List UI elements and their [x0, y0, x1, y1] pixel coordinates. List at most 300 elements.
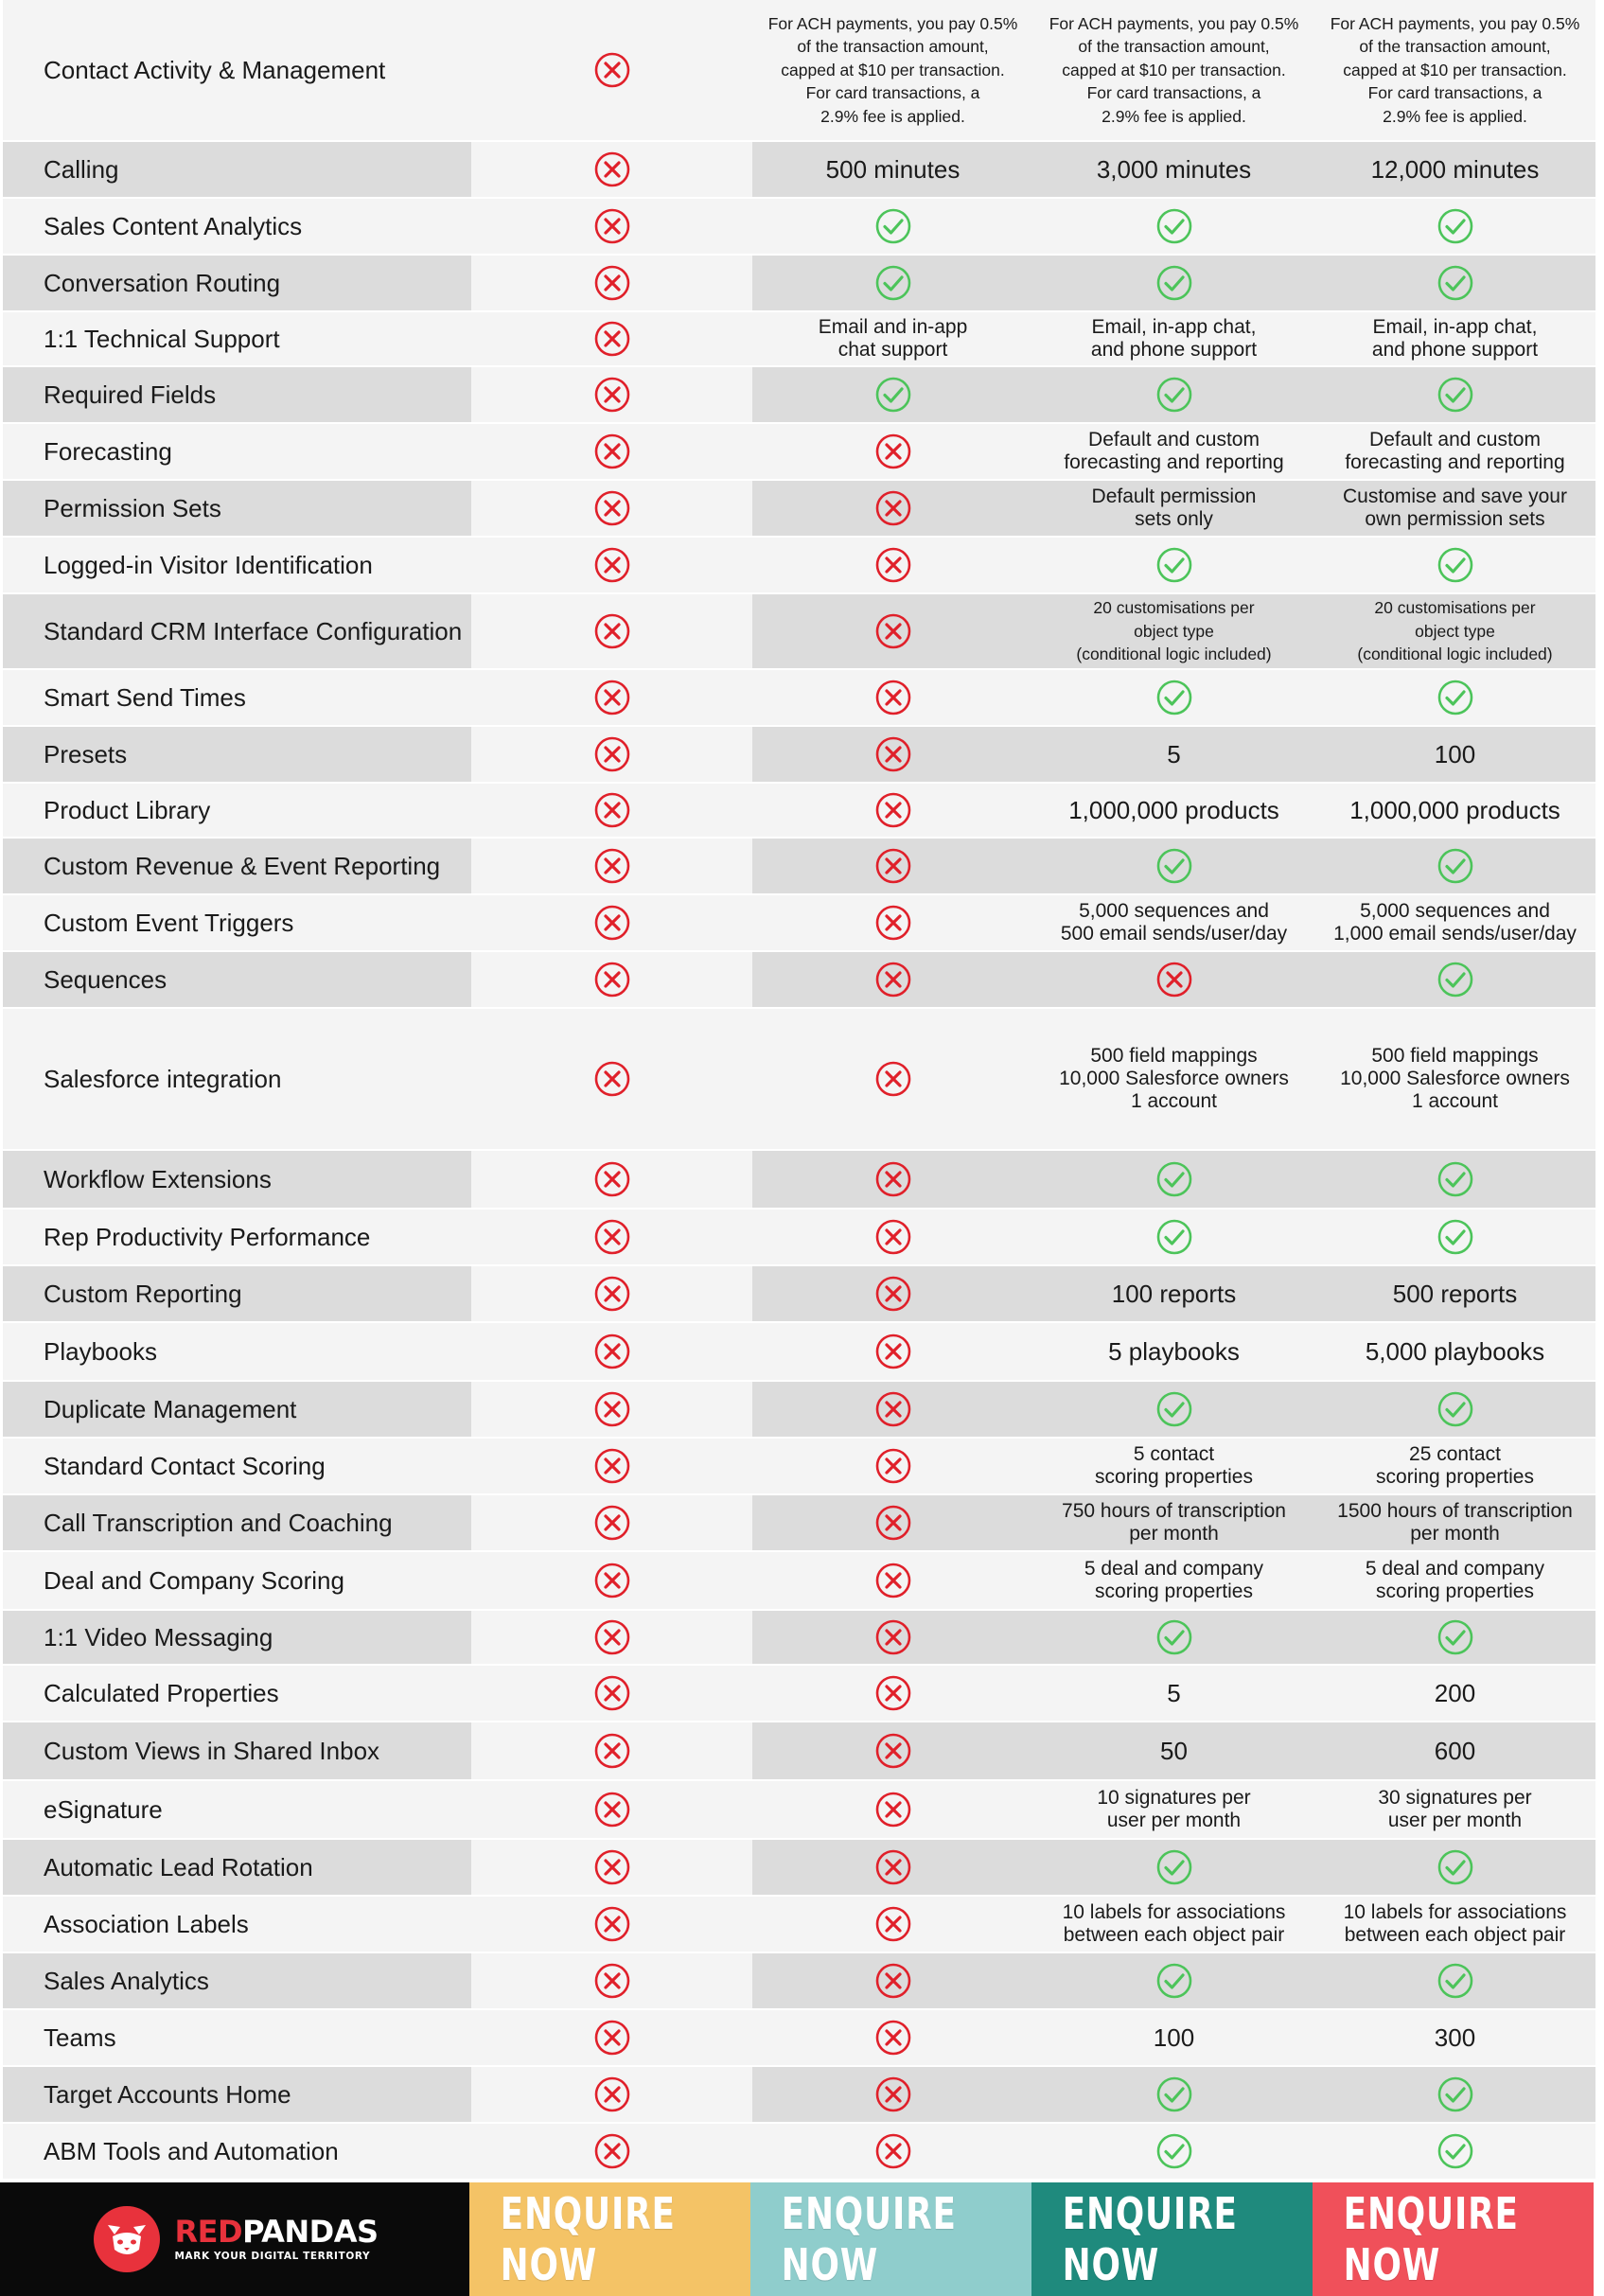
cell-free [471, 1552, 752, 1609]
feature-name: Duplicate Management [3, 1382, 471, 1437]
cell-free [471, 1009, 752, 1149]
cell-enterprise [1314, 481, 1595, 536]
cross-icon [593, 264, 631, 302]
cell-enterprise [1314, 1266, 1595, 1321]
cell-value: Default and custom forecasting and reporting [1345, 428, 1565, 473]
cross-icon [593, 2132, 631, 2170]
cell-professional [1033, 1666, 1314, 1721]
cell-free [471, 199, 752, 254]
cell-starter [752, 1552, 1033, 1609]
cell-value: 500 reports [1392, 1280, 1518, 1308]
cell-starter [752, 424, 1033, 479]
cell-starter [752, 1151, 1033, 1208]
cell-free [471, 1210, 752, 1264]
cross-icon [874, 1447, 912, 1485]
feature-row [0, 256, 1604, 310]
cell-professional [1033, 952, 1314, 1007]
cell-free [471, 1495, 752, 1550]
cell-starter [752, 1722, 1033, 1779]
cross-icon [593, 150, 631, 188]
cell-free [471, 1151, 752, 1208]
cell-free [471, 1953, 752, 2008]
cross-icon [874, 1218, 912, 1256]
cell-starter [752, 312, 1033, 365]
cell-professional [1033, 1009, 1314, 1149]
cell-starter [752, 1009, 1033, 1149]
cell-value: 5,000 sequences and 1,000 email sends/user/day [1333, 899, 1577, 945]
cell-enterprise [1314, 367, 1595, 422]
cell-enterprise [1314, 594, 1595, 668]
feature-name: Sequences [3, 952, 471, 1007]
check-icon [1155, 1160, 1193, 1198]
cell-professional [1033, 367, 1314, 422]
cell-professional [1033, 1611, 1314, 1664]
feature-name: Rep Productivity Performance [3, 1210, 471, 1264]
feature-row [0, 839, 1604, 893]
check-icon [1437, 546, 1474, 584]
cross-icon [874, 2132, 912, 2170]
cell-professional [1033, 1151, 1314, 1208]
feature-row [0, 199, 1604, 254]
cell-enterprise [1314, 312, 1595, 365]
check-icon [1155, 2132, 1193, 2170]
brand-tagline: MARK YOUR DIGITAL TERRITORY [174, 2251, 371, 2262]
feature-row [0, 481, 1604, 536]
cell-free [471, 2067, 752, 2122]
cross-icon [874, 2075, 912, 2113]
red-panda-logo-icon [92, 2204, 162, 2274]
feature-name: Required Fields [3, 367, 471, 422]
feature-row [0, 538, 1604, 592]
cross-icon [593, 904, 631, 942]
cross-icon [874, 904, 912, 942]
feature-row [0, 1666, 1604, 1721]
cell-free [471, 481, 752, 536]
cross-icon [593, 2019, 631, 2057]
cell-starter [752, 199, 1033, 254]
cell-enterprise [1314, 1151, 1595, 1208]
cell-value: For ACH payments, you pay 0.5% of the transaction amount, capped at $10 per transaction. For card transactions, a 2.9% fee is applied. [1049, 13, 1299, 126]
cell-professional [1033, 2124, 1314, 2179]
cell-value: Default and custom forecasting and reporting [1064, 428, 1284, 473]
footer-bar [0, 2182, 1604, 2296]
cell-starter [752, 594, 1033, 668]
cell-professional [1033, 481, 1314, 536]
check-icon [1437, 847, 1474, 885]
enquire-button-4[interactable]: ENQUIRE NOW [1313, 2182, 1594, 2296]
cell-professional [1033, 727, 1314, 782]
cell-professional [1033, 1495, 1314, 1550]
cell-enterprise [1314, 1552, 1595, 1609]
cell-value: 5 deal and company scoring properties [1365, 1557, 1545, 1602]
feature-row [0, 1382, 1604, 1437]
cross-icon [874, 679, 912, 716]
cell-free [471, 1439, 752, 1493]
feature-name: Call Transcription and Coaching [3, 1495, 471, 1550]
cell-value: For ACH payments, you pay 0.5% of the transaction amount, capped at $10 per transaction. For card transactions, a 2.9% fee is applied. [767, 13, 1018, 126]
cell-value: 100 reports [1111, 1280, 1237, 1308]
cell-value: 10 labels for associations between each object pair [1062, 1900, 1286, 1946]
cell-enterprise [1314, 1439, 1595, 1493]
check-icon [1155, 376, 1193, 414]
cell-free [471, 594, 752, 668]
cell-enterprise [1314, 839, 1595, 893]
cross-icon [593, 489, 631, 527]
cell-enterprise [1314, 895, 1595, 950]
cell-value: 25 contact scoring properties [1376, 1442, 1534, 1488]
enquire-button-1[interactable]: ENQUIRE NOW [469, 2182, 750, 2296]
cell-free [471, 312, 752, 365]
check-icon [1437, 1390, 1474, 1428]
feature-row [0, 1781, 1604, 1838]
cell-value: 300 [1434, 2023, 1476, 2052]
cross-icon [593, 1504, 631, 1542]
cell-free [471, 670, 752, 725]
cell-value: 1500 hours of transcription per month [1337, 1499, 1573, 1545]
feature-name: Logged-in Visitor Identification [3, 538, 471, 592]
cell-starter [752, 1382, 1033, 1437]
feature-row [0, 1953, 1604, 2008]
cross-icon [593, 1160, 631, 1198]
check-icon [1155, 546, 1193, 584]
cell-enterprise [1314, 2124, 1595, 2179]
cell-professional [1033, 0, 1314, 140]
feature-name: Custom Reporting [3, 1266, 471, 1321]
feature-name: Contact Activity & Management [3, 0, 471, 140]
feature-name: 1:1 Video Messaging [3, 1611, 471, 1664]
cell-professional [1033, 199, 1314, 254]
cell-enterprise [1314, 1495, 1595, 1550]
brand-name: REDPANDAS [174, 2214, 379, 2250]
cell-starter [752, 1439, 1033, 1493]
cell-enterprise [1314, 1781, 1595, 1838]
feature-name: Sales Analytics [3, 1953, 471, 2008]
feature-name: Salesforce integration [3, 1009, 471, 1149]
cell-value: 5 [1167, 1679, 1181, 1707]
check-icon [1437, 1962, 1474, 2000]
cross-icon [874, 433, 912, 470]
cell-starter [752, 2010, 1033, 2065]
feature-row [0, 1897, 1604, 1952]
cell-professional [1033, 895, 1314, 950]
cell-free [471, 727, 752, 782]
cell-starter [752, 895, 1033, 950]
cell-free [471, 367, 752, 422]
cross-icon [593, 791, 631, 829]
cell-enterprise [1314, 952, 1595, 1007]
cross-icon [593, 1447, 631, 1485]
feature-row [0, 1439, 1604, 1493]
check-icon [874, 376, 912, 414]
cross-icon [874, 1791, 912, 1828]
feature-name: Custom Views in Shared Inbox [3, 1722, 471, 1779]
check-icon [1437, 1618, 1474, 1656]
cell-professional [1033, 142, 1314, 197]
cell-enterprise [1314, 1382, 1595, 1437]
feature-row [0, 142, 1604, 197]
cell-professional [1033, 538, 1314, 592]
cell-enterprise [1314, 1666, 1595, 1721]
cell-value: For ACH payments, you pay 0.5% of the transaction amount, capped at $10 per transaction. For card transactions, a 2.9% fee is applied. [1330, 13, 1580, 126]
feature-name: Deal and Company Scoring [3, 1552, 471, 1609]
cross-icon [593, 207, 631, 245]
cell-starter [752, 952, 1033, 1007]
cell-value: 750 hours of transcription per month [1062, 1499, 1286, 1545]
cross-icon [1155, 961, 1193, 998]
cross-icon [593, 433, 631, 470]
cross-icon [593, 1390, 631, 1428]
cell-professional [1033, 1781, 1314, 1838]
check-icon [1437, 1160, 1474, 1198]
feature-name: Standard Contact Scoring [3, 1439, 471, 1493]
cell-value: 5 deal and company scoring properties [1084, 1557, 1264, 1602]
cell-enterprise [1314, 538, 1595, 592]
cross-icon [874, 2019, 912, 2057]
cell-professional [1033, 1840, 1314, 1895]
cross-icon [593, 1333, 631, 1370]
cell-professional [1033, 594, 1314, 668]
cell-starter [752, 1210, 1033, 1264]
feature-name: Presets [3, 727, 471, 782]
cell-value: 20 customisations per object type (conditional logic included) [1357, 598, 1553, 664]
cell-free [471, 839, 752, 893]
cross-icon [874, 1275, 912, 1313]
cell-enterprise [1314, 2067, 1595, 2122]
check-icon [1155, 1962, 1193, 2000]
cell-professional [1033, 1323, 1314, 1380]
feature-row [0, 2124, 1604, 2179]
cell-free [471, 0, 752, 140]
feature-row [0, 1266, 1604, 1321]
cell-value: 500 field mappings 10,000 Salesforce owners 1 account [1059, 1044, 1289, 1113]
cell-enterprise [1314, 142, 1595, 197]
cell-starter [752, 256, 1033, 310]
cell-free [471, 952, 752, 1007]
cell-free [471, 1840, 752, 1895]
cross-icon [874, 1848, 912, 1886]
feature-name: Conversation Routing [3, 256, 471, 310]
cell-enterprise [1314, 1611, 1595, 1664]
cell-value: 5 contact scoring properties [1095, 1442, 1253, 1488]
cell-value: 500 field mappings 10,000 Salesforce owners 1 account [1340, 1044, 1570, 1113]
cross-icon [593, 2075, 631, 2113]
check-icon [874, 207, 912, 245]
cell-starter [752, 2067, 1033, 2122]
cell-professional [1033, 1722, 1314, 1779]
cell-enterprise [1314, 784, 1595, 837]
feature-row [0, 952, 1604, 1007]
feature-name: eSignature [3, 1781, 471, 1838]
cell-starter [752, 1266, 1033, 1321]
feature-name: Forecasting [3, 424, 471, 479]
cell-enterprise [1314, 1009, 1595, 1149]
feature-row [0, 670, 1604, 725]
check-icon [1437, 2132, 1474, 2170]
feature-name: Playbooks [3, 1323, 471, 1380]
cell-starter [752, 367, 1033, 422]
cell-value: 20 customisations per object type (conditional logic included) [1076, 598, 1272, 664]
cell-starter [752, 142, 1033, 197]
cross-icon [593, 847, 631, 885]
check-icon [1437, 376, 1474, 414]
cross-icon [874, 1390, 912, 1428]
enquire-button-2[interactable]: ENQUIRE NOW [750, 2182, 1031, 2296]
feature-row [0, 784, 1604, 837]
feature-row [0, 2067, 1604, 2122]
cell-enterprise [1314, 199, 1595, 254]
cell-value: Email, in-app chat, and phone support [1371, 315, 1539, 361]
cell-starter [752, 0, 1033, 140]
cell-enterprise [1314, 1722, 1595, 1779]
feature-row [0, 312, 1604, 365]
cell-value: 50 [1160, 1737, 1188, 1765]
cell-value: 600 [1434, 1737, 1476, 1765]
cell-free [471, 142, 752, 197]
feature-name: Custom Revenue & Event Reporting [3, 839, 471, 893]
logo-area[interactable] [0, 2182, 469, 2296]
cross-icon [593, 1275, 631, 1313]
cell-professional [1033, 1953, 1314, 2008]
check-icon [1155, 1848, 1193, 1886]
feature-row [0, 1552, 1604, 1609]
cross-icon [593, 1618, 631, 1656]
cross-icon [593, 320, 631, 358]
cell-professional [1033, 1266, 1314, 1321]
cell-starter [752, 538, 1033, 592]
cell-free [471, 1897, 752, 1952]
cell-value: 5,000 playbooks [1365, 1337, 1545, 1366]
cell-starter [752, 1495, 1033, 1550]
cell-free [471, 1611, 752, 1664]
cell-enterprise [1314, 2010, 1595, 2065]
feature-row [0, 1722, 1604, 1779]
cross-icon [874, 546, 912, 584]
feature-name: Permission Sets [3, 481, 471, 536]
cell-free [471, 2124, 752, 2179]
cell-starter [752, 670, 1033, 725]
cross-icon [874, 791, 912, 829]
cell-starter [752, 1666, 1033, 1721]
check-icon [1437, 207, 1474, 245]
cell-starter [752, 1781, 1033, 1838]
cross-icon [874, 1562, 912, 1599]
check-icon [1437, 1848, 1474, 1886]
cell-professional [1033, 312, 1314, 365]
check-icon [1155, 1390, 1193, 1428]
cell-free [471, 1323, 752, 1380]
cell-enterprise [1314, 424, 1595, 479]
cell-professional [1033, 2010, 1314, 2065]
cell-free [471, 424, 752, 479]
cell-free [471, 538, 752, 592]
feature-name: Smart Send Times [3, 670, 471, 725]
cell-enterprise [1314, 1840, 1595, 1895]
cell-value: 5 [1167, 740, 1181, 768]
cell-starter [752, 839, 1033, 893]
cell-free [471, 784, 752, 837]
cell-professional [1033, 1439, 1314, 1493]
cross-icon [593, 1791, 631, 1828]
cell-starter [752, 1897, 1033, 1952]
check-icon [1155, 679, 1193, 716]
cross-icon [874, 1060, 912, 1098]
cell-professional [1033, 1552, 1314, 1609]
cross-icon [593, 51, 631, 89]
cross-icon [593, 1674, 631, 1712]
feature-name: Workflow Extensions [3, 1151, 471, 1208]
cell-starter [752, 1840, 1033, 1895]
cell-value: Default permission sets only [1091, 485, 1257, 530]
feature-row [0, 367, 1604, 422]
cross-icon [874, 1504, 912, 1542]
cell-value: 1,000,000 products [1349, 796, 1560, 824]
check-icon [1155, 1618, 1193, 1656]
feature-name: Sales Content Analytics [3, 199, 471, 254]
feature-row [0, 2010, 1604, 2065]
cell-professional [1033, 839, 1314, 893]
cell-free [471, 1722, 752, 1779]
feature-name: ABM Tools and Automation [3, 2124, 471, 2179]
cross-icon [874, 489, 912, 527]
cell-starter [752, 2124, 1033, 2179]
feature-row [0, 0, 1604, 140]
cell-starter [752, 1953, 1033, 2008]
feature-row [0, 1611, 1604, 1664]
cell-value: 10 labels for associations between each object pair [1343, 1900, 1567, 1946]
check-icon [1437, 961, 1474, 998]
feature-name: Product Library [3, 784, 471, 837]
check-icon [1155, 1218, 1193, 1256]
cell-professional [1033, 670, 1314, 725]
enquire-button-3[interactable]: ENQUIRE NOW [1031, 2182, 1313, 2296]
feature-name: Custom Event Triggers [3, 895, 471, 950]
cross-icon [593, 1905, 631, 1943]
cross-icon [593, 1848, 631, 1886]
feature-name: 1:1 Technical Support [3, 312, 471, 365]
cross-icon [593, 1060, 631, 1098]
cell-enterprise [1314, 670, 1595, 725]
check-icon [1155, 2075, 1193, 2113]
cell-free [471, 1781, 752, 1838]
cell-professional [1033, 1210, 1314, 1264]
cross-icon [874, 1732, 912, 1770]
feature-name: Calling [3, 142, 471, 197]
cross-icon [874, 847, 912, 885]
cross-icon [593, 376, 631, 414]
feature-row [0, 1495, 1604, 1550]
feature-row [0, 424, 1604, 479]
check-icon [874, 264, 912, 302]
cell-value: 200 [1434, 1679, 1476, 1707]
check-icon [1437, 679, 1474, 716]
cell-value: 100 [1434, 740, 1476, 768]
check-icon [1437, 264, 1474, 302]
cross-icon [874, 1962, 912, 2000]
cell-enterprise [1314, 1210, 1595, 1264]
check-icon [1437, 1218, 1474, 1256]
cell-enterprise [1314, 727, 1595, 782]
cross-icon [874, 612, 912, 650]
cross-icon [593, 679, 631, 716]
feature-row [0, 1009, 1604, 1149]
feature-name: Teams [3, 2010, 471, 2065]
cell-professional [1033, 2067, 1314, 2122]
cell-professional [1033, 256, 1314, 310]
cell-starter [752, 784, 1033, 837]
cross-icon [874, 1160, 912, 1198]
cell-enterprise [1314, 1323, 1595, 1380]
cell-value: Email, in-app chat, and phone support [1090, 315, 1258, 361]
